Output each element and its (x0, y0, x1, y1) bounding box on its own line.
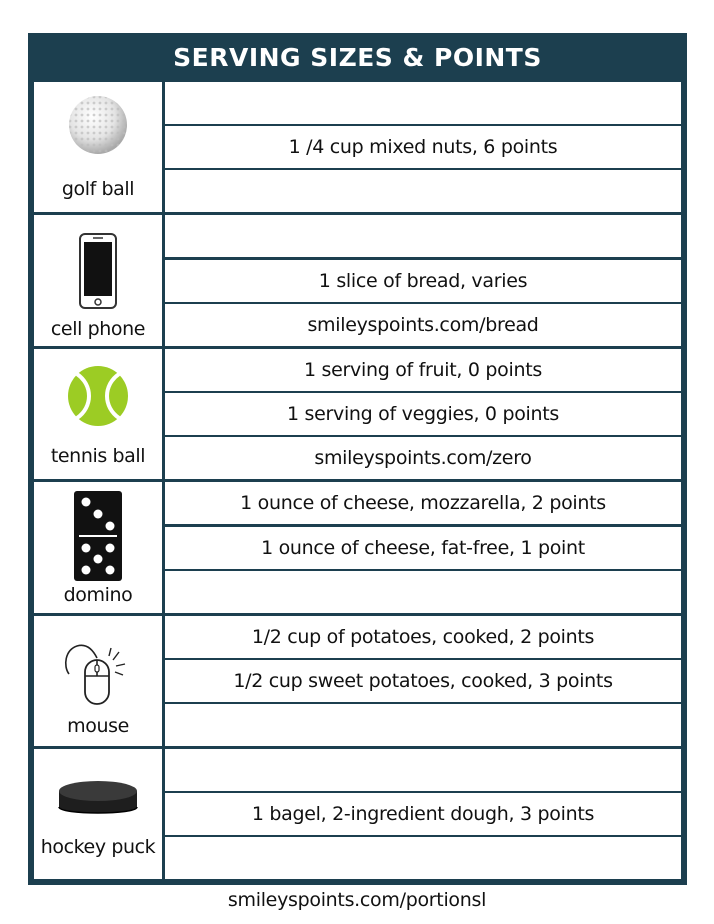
serving-row: 1 /4 cup mixed nuts, 6 points (165, 126, 681, 168)
serving-row (165, 170, 681, 212)
serving-row: smileyspoints.com/bread (165, 304, 681, 346)
icon-cell (34, 482, 162, 613)
icon-label: tennis ball (50, 445, 146, 467)
serving-row: 1 slice of bread, varies (165, 260, 681, 302)
serving-row (165, 215, 681, 257)
serving-row: 1 ounce of cheese, fat-free, 1 point (165, 527, 681, 569)
icon-cell (34, 215, 162, 346)
serving-row: 1 serving of fruit, 0 points (165, 349, 681, 391)
serving-row (165, 704, 681, 746)
domino-icon (34, 490, 162, 582)
serving-group-hockey-puck (34, 749, 681, 879)
serving-group-domino (34, 482, 681, 613)
icon-label: hockey puck (40, 836, 156, 858)
icon-cell (34, 82, 162, 212)
icon-cell (34, 349, 162, 479)
serving-row: 1 bagel, 2-ingredient dough, 3 points (165, 793, 681, 835)
icon-label: domino (63, 584, 133, 606)
serving-sizes-chart (28, 33, 687, 885)
icon-label: cell phone (50, 318, 146, 340)
icon-cell (34, 616, 162, 746)
serving-row (165, 837, 681, 879)
serving-row: 1 ounce of cheese, mozzarella, 2 points (165, 482, 681, 524)
serving-group-cell-phone (34, 215, 681, 346)
cell-phone-icon (34, 232, 162, 310)
footer-url: smileyspoints.com/portionsl (227, 889, 487, 911)
serving-group-tennis-ball (34, 349, 681, 479)
serving-row: 1/2 cup of potatoes, cooked, 2 points (165, 616, 681, 658)
icon-label: golf ball (61, 178, 135, 200)
serving-grid (34, 82, 681, 879)
serving-row (165, 571, 681, 613)
serving-row: 1 serving of veggies, 0 points (165, 393, 681, 435)
chart-title: SERVING SIZES & POINTS (173, 42, 542, 72)
hockey-puck-icon (34, 777, 162, 823)
serving-row: 1/2 cup sweet potatoes, cooked, 3 points (165, 660, 681, 702)
serving-row (165, 749, 681, 791)
icon-cell (34, 749, 162, 879)
icon-label: mouse (67, 715, 129, 737)
serving-row (165, 82, 681, 124)
golf-ball-icon (34, 94, 162, 156)
serving-group-golf-ball (34, 82, 681, 212)
tennis-ball-icon (34, 365, 162, 427)
computer-mouse-icon (34, 636, 162, 708)
serving-row: smileyspoints.com/zero (165, 437, 681, 479)
serving-group-mouse (34, 616, 681, 746)
